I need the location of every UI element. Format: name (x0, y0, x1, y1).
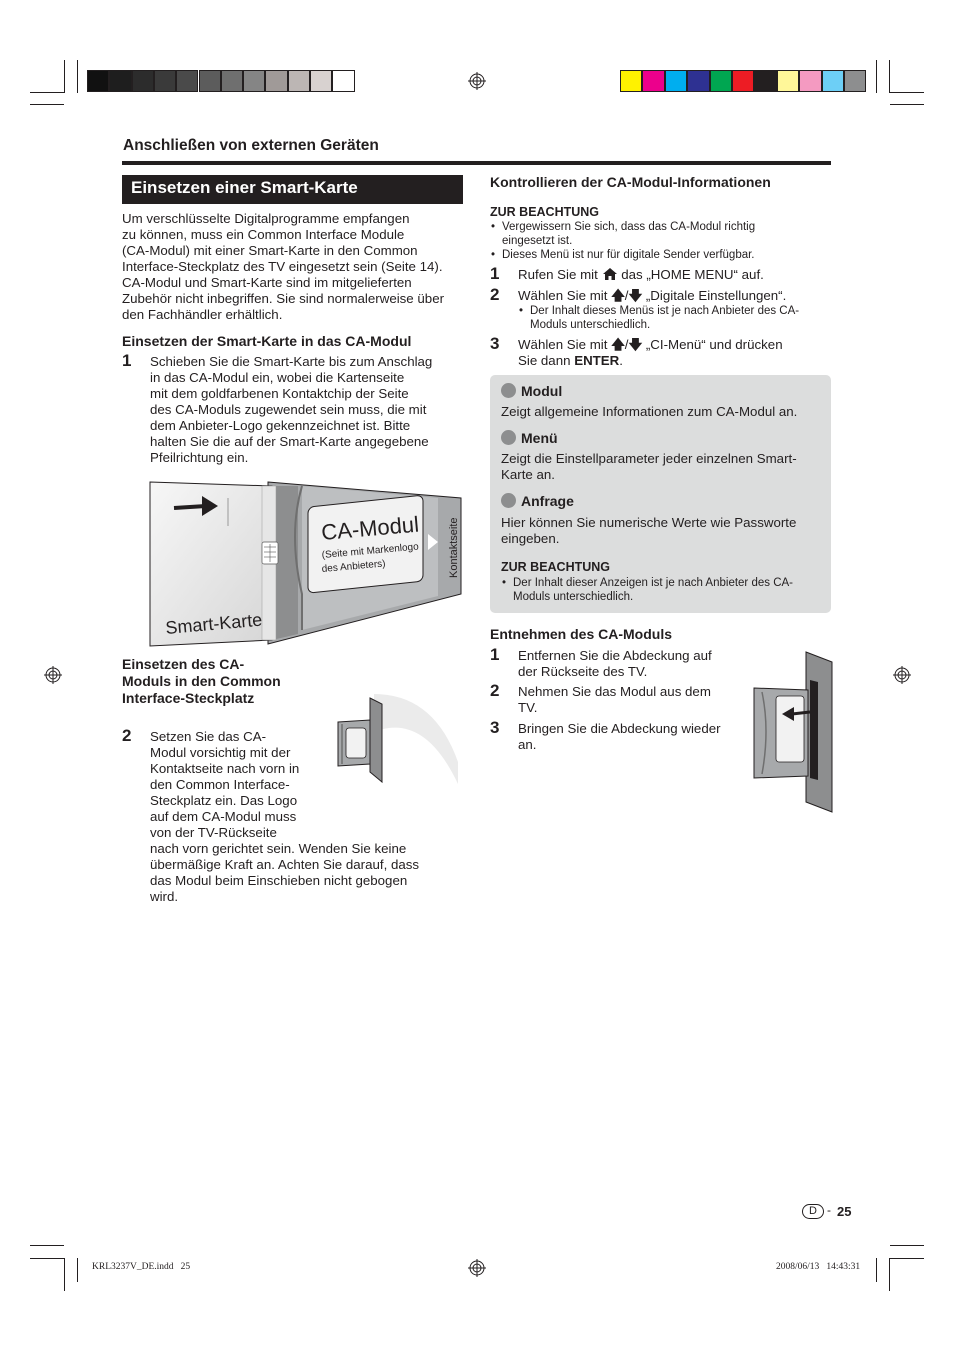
step-text-part: Rufen Sie mit (518, 267, 598, 282)
description-line: eingeben. (501, 531, 560, 546)
menu-item-modul (501, 383, 562, 399)
color-swatch (642, 70, 664, 92)
step-text (150, 354, 432, 466)
step-number: 1 (490, 264, 500, 283)
step-number: 2 (122, 726, 132, 745)
step-number: 1 (490, 645, 500, 664)
color-swatch (132, 70, 154, 92)
bullet-line: • Der Inhalt dieses Menüs ist je nach Anbieter des CA- (530, 305, 800, 317)
file-info: KRL3237V_DE.indd 25 (92, 1262, 191, 1272)
arrow-down-icon: 🡇 (628, 337, 643, 352)
timestamp: 2008/06/13 14:43:31 (776, 1262, 861, 1272)
step-number: 3 (490, 718, 500, 737)
language-badge: D (802, 1204, 824, 1219)
step-line: Steckplatz ein. Das Logo (150, 793, 298, 808)
step-line: Bringen Sie die Abdeckung wieder (518, 721, 721, 736)
step-line: Pfeilrichtung ein. (150, 450, 249, 465)
step-line: Nehmen Sie das Modul aus dem (518, 684, 711, 699)
arrow-down-icon: 🡇 (628, 288, 643, 303)
step-text-part: das „HOME MENU“ auf. (621, 267, 764, 282)
step-line: übermäßige Kraft an. Achten Sie darauf, dass (150, 857, 420, 872)
step-2 (122, 726, 467, 909)
subheading-line: Interface-Steckplatz (122, 690, 255, 706)
color-swatch (687, 70, 709, 92)
step-text-part: „Digitale Einstellungen“. (645, 288, 787, 303)
registration-mark-icon (468, 72, 486, 90)
step-number: 2 (490, 285, 500, 304)
step-line: Setzen Sie das CA- (150, 729, 267, 744)
step-line: halten Sie die auf der Smart-Karte angegebene (150, 434, 429, 449)
arrow-separator: / (624, 288, 629, 303)
step-text-part: Wählen Sie mit (518, 288, 608, 303)
menu-item-description (501, 451, 826, 483)
intro-line: (CA-Modul) mit einer Smart-Karte in den Common (122, 243, 418, 258)
color-swatch (710, 70, 732, 92)
color-swatch (288, 70, 310, 92)
step-line: des CA-Moduls zugewendet sein muss, die mit (150, 402, 427, 417)
step-text (518, 648, 712, 680)
bullet-line: Moduls unterschiedlich. (513, 591, 634, 603)
bullet-line: Moduls unterschiedlich. (530, 319, 651, 331)
step-2-digital-settings (490, 285, 830, 334)
step-line: auf dem CA-Modul muss (150, 809, 297, 824)
registration-mark-icon (893, 666, 911, 684)
subheading-insert-card: Einsetzen der Smart-Karte in das CA-Modul (122, 333, 412, 349)
step-line: mit dem goldfarbenen Kontaktchip der Seite (150, 386, 409, 401)
module-remove-illustration (752, 650, 834, 814)
note-title: ZUR BEACHTUNG (501, 560, 611, 574)
step-text (518, 721, 721, 753)
step-line: nach vorn gerichtet sein. Wenden Sie keine (150, 841, 407, 856)
page-number: 25 (837, 1204, 852, 1219)
step-line: das Modul beim Einschieben nicht gebogen (150, 873, 408, 888)
intro-line: CA-Modul und Smart-Karte sind im mitgelieferten (122, 275, 412, 290)
color-swatch (243, 70, 265, 92)
note-bullet (501, 576, 826, 604)
contact-chip-icon (262, 542, 278, 564)
card-label: Smart-Karte (164, 609, 264, 638)
color-swatch (665, 70, 687, 92)
contact-side-label: Kontaktseite (448, 517, 460, 578)
color-swatch (310, 70, 332, 92)
step-text (150, 729, 419, 905)
color-swatch (265, 70, 287, 92)
step-line: wird. (150, 889, 179, 904)
step-number: 3 (490, 334, 500, 353)
color-swatch (620, 70, 642, 92)
arrow-up-icon: 🡅 (611, 337, 625, 352)
step-line: Entfernen Sie die Abdeckung auf (518, 648, 712, 663)
description-line: Karte an. (501, 467, 555, 482)
description-line: Hier können Sie numerische Werte wie Passworte (501, 515, 797, 530)
registration-mark-icon (468, 1259, 486, 1277)
subheading-remove-module: Entnehmen des CA-Moduls (490, 626, 673, 642)
intro-line: zu können, muss ein Common Interface Module (122, 227, 405, 242)
step-line: in das CA-Modul ein, wobei die Kartenseite (150, 370, 405, 385)
step-3-ci-menu (490, 334, 830, 371)
subheading-check-info: Kontrollieren der CA-Modul-Informationen (490, 174, 771, 190)
step-line: TV. (518, 700, 538, 715)
note-list (490, 220, 830, 262)
bullet-circle-icon (501, 430, 516, 445)
step-text (518, 684, 711, 716)
bullet-line: • Vergewissern Sie sich, dass das CA-Modul richtig (502, 221, 756, 233)
color-swatch (822, 70, 844, 92)
menu-item-title: Modul (521, 383, 563, 399)
description-line: Zeigt die Einstellparameter jeder einzelnen Smart- (501, 451, 797, 466)
step-number: 1 (122, 351, 132, 370)
intro-line: Interface-Steckplatz des TV eingesetzt sein (Seite 14). (122, 259, 443, 274)
subheading-line: Moduls in den Common (122, 673, 281, 689)
step-text-part: . (619, 353, 623, 368)
step-bullet (518, 304, 830, 332)
color-swatch (777, 70, 799, 92)
menu-item-description (501, 515, 826, 547)
step-line: den Common Interface- (150, 777, 290, 792)
menu-item-title: Menü (521, 430, 558, 446)
smart-card-illustration (148, 474, 466, 650)
header-rule (122, 161, 831, 165)
color-swatch (732, 70, 754, 92)
remove-step-2 (490, 681, 740, 718)
remove-step-3 (490, 718, 740, 755)
step-line: der Rückseite des TV. (518, 664, 648, 679)
module-sublabel: des Anbieters) (321, 558, 386, 575)
bullet-line: • Der Inhalt dieser Anzeigen ist je nach Anbieter des CA- (513, 577, 793, 589)
note-bullet (490, 220, 830, 248)
step-line: Kontaktseite nach vorn in (150, 761, 300, 776)
note-bullet: • Dieses Menü ist nur für digitale Sender verfügbar. (490, 248, 830, 262)
subheading-insert-module (122, 656, 322, 707)
bullet-circle-icon (501, 383, 516, 398)
arrow-separator: / (624, 337, 629, 352)
color-swatch (844, 70, 866, 92)
bullet-circle-icon (501, 493, 516, 508)
color-swatch (87, 70, 109, 92)
module-label: CA-Modul (320, 511, 420, 545)
banner-title: Einsetzen einer Smart-Karte (122, 175, 463, 204)
menu-item-anfrage (501, 493, 574, 509)
page-dash: - (827, 1203, 831, 1217)
step-text (518, 267, 764, 283)
color-swatch (754, 70, 776, 92)
intro-paragraph (122, 211, 467, 323)
ci-menu-info-box (490, 375, 831, 613)
step-1 (122, 351, 467, 470)
section-title: Anschließen von externen Geräten (123, 137, 379, 154)
step-text (518, 288, 786, 304)
color-swatch (799, 70, 821, 92)
color-swatch (176, 70, 198, 92)
color-swatch (221, 70, 243, 92)
enter-key-label: ENTER (574, 353, 620, 368)
intro-line: Um verschlüsselte Digitalprogramme empfangen (122, 211, 410, 226)
menu-item-description: Zeigt allgemeine Informationen zum CA-Modul an. (501, 404, 798, 419)
menu-item-menue (501, 430, 558, 446)
arrow-up-icon: 🡅 (611, 288, 625, 303)
intro-line: Zubehör nicht inbegriffen. Sie sind normalerweise über (122, 291, 445, 306)
step-text (518, 337, 830, 369)
color-swatch (109, 70, 131, 92)
step-line: Modul vorsichtig mit der (150, 745, 291, 760)
color-swatch (199, 70, 221, 92)
subheading-line: Einsetzen des CA- (122, 656, 245, 672)
bullet-line: eingesetzt ist. (502, 235, 573, 247)
color-swatch (332, 70, 354, 92)
step-text-part: Wählen Sie mit (518, 337, 608, 352)
home-button-icon (602, 267, 618, 281)
intro-line: den Fachhändler erhältlich. (122, 307, 283, 322)
step-number: 2 (490, 681, 500, 700)
registration-mark-icon (44, 666, 62, 684)
step-line: von der TV-Rückseite (150, 825, 277, 840)
step-line: Schieben Sie die Smart-Karte bis zum Anschlag (150, 354, 433, 369)
module-sublabel: (Seite mit Markenlogo (321, 541, 420, 561)
color-swatch (154, 70, 176, 92)
step-1-home-menu (490, 264, 830, 285)
menu-item-title: Anfrage (521, 493, 574, 509)
step-text-part: „CI-Menü“ und drücken (645, 337, 783, 352)
step-line: dem Anbieter-Logo gekennzeichnet ist. Bitte (150, 418, 411, 433)
step-line: an. (518, 737, 537, 752)
note-title: ZUR BEACHTUNG (490, 205, 600, 219)
remove-step-1 (490, 645, 740, 682)
step-text-part: Sie dann (518, 353, 571, 368)
